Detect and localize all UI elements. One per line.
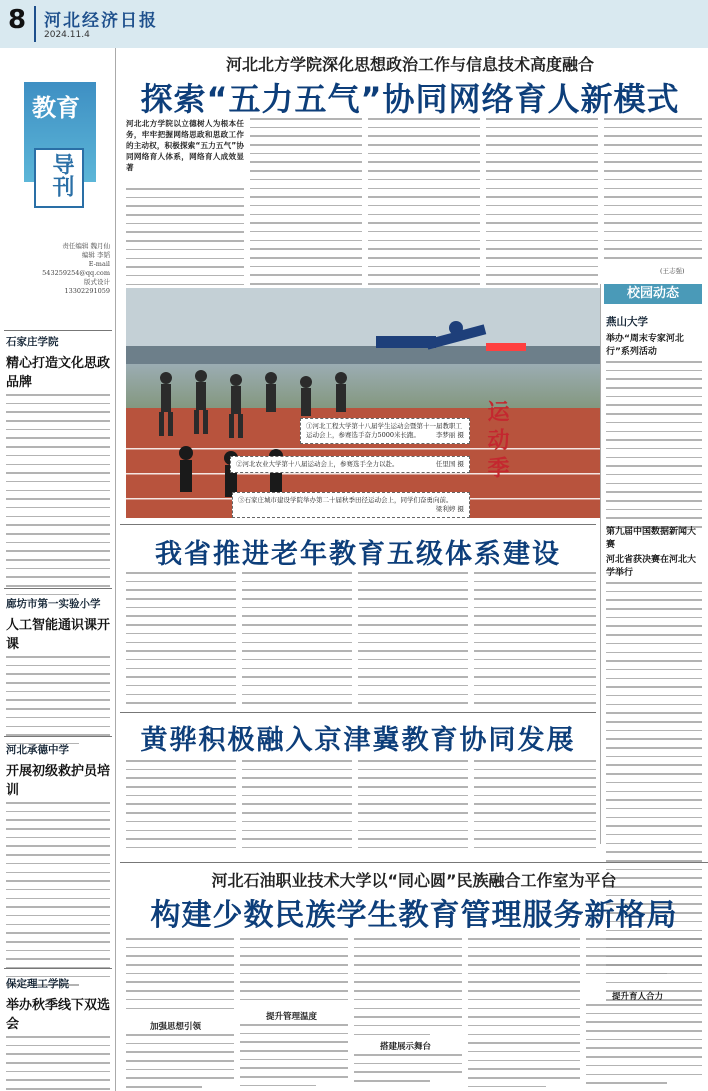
caption-text: ①河北工程大学第十八届学生运动会暨第十一届教职工运动会上，参赛选手奋力5000米长跑。 bbox=[306, 422, 462, 439]
caption-credit: 任里国 摄 bbox=[435, 460, 464, 468]
lead-intro: 河北北方学院以立德树人为根本任务，牢牢把握网络思政和思政工作的主动权，积极探索“五力五气”协同网络育人体系，网络育人成效显著 bbox=[126, 119, 244, 172]
divider bbox=[4, 588, 112, 589]
article4-body-col3b bbox=[354, 1054, 462, 1088]
page-number: 8 bbox=[8, 5, 27, 35]
divider bbox=[4, 736, 112, 737]
sidebar-item-title: 举办秋季线下双选会 bbox=[6, 998, 111, 1032]
article2-body-col1 bbox=[126, 572, 236, 704]
article4-body-col2b bbox=[240, 1024, 348, 1088]
campus-item-subtitle: 河北省获决赛在河北大学举行 bbox=[606, 555, 697, 578]
sidebar-item-title: 开展初级救护员培训 bbox=[6, 764, 111, 798]
editor-line: 责任编辑 魏月仙 bbox=[62, 242, 110, 250]
article3-body-col1 bbox=[126, 760, 236, 856]
caption-credit: 李梦丽 摄 bbox=[435, 431, 464, 439]
article3-body-col3 bbox=[358, 760, 468, 856]
sidebar-item bbox=[6, 334, 110, 614]
photo-caption-2 bbox=[230, 456, 470, 473]
lead-body-col1 bbox=[126, 188, 244, 286]
divider bbox=[120, 712, 596, 713]
photo-caption-3 bbox=[232, 492, 470, 518]
caption-text: ③石家庄城市建设学院举办第二十届秋季田径运动会上，同学们奋勇向前。 bbox=[238, 496, 453, 504]
divider bbox=[120, 862, 708, 863]
article3-headline: 黄骅积极融入京津冀教育协同发展 bbox=[140, 725, 576, 756]
runners-illustration bbox=[126, 288, 600, 518]
sidebar-item bbox=[6, 976, 110, 1091]
sidebar-item-tag: 保定理工学院 bbox=[6, 978, 69, 990]
article2-body-col2 bbox=[242, 572, 352, 704]
campus-item-title: 燕山大学 bbox=[606, 316, 648, 328]
lead-body-col2 bbox=[250, 118, 362, 286]
lead-byline: (王志强) bbox=[660, 267, 685, 275]
lead-kicker: 河北北方学院深化思想政治工作与信息技术高度融合 bbox=[225, 55, 594, 74]
lead-body-col3 bbox=[368, 118, 480, 286]
article4-subhead: 提升管理温度 bbox=[266, 1012, 318, 1022]
sports-photo-collage bbox=[126, 288, 600, 518]
photo-title: 运动季 bbox=[484, 400, 510, 484]
lead-body-col5 bbox=[604, 118, 702, 266]
masthead: 河北经济日报 bbox=[44, 11, 158, 31]
article4-body-col1b bbox=[126, 1034, 234, 1088]
article2-body-col4 bbox=[474, 572, 596, 704]
sidebar-item-tag: 廊坊市第一实验小学 bbox=[6, 598, 101, 610]
article4-subhead: 提升育人合力 bbox=[612, 992, 664, 1002]
campus-item-subtitle: 举办“周末专家河北行”系列活动 bbox=[606, 334, 684, 357]
article4-body-col5b bbox=[586, 1004, 702, 1088]
issue-date: 2024.11.4 bbox=[44, 30, 90, 40]
sidebar-item-tag: 河北承德中学 bbox=[6, 744, 69, 756]
caption-text: ②河北农业大学第十八届运动会上，参赛选手全力以赴。 bbox=[236, 460, 399, 468]
photo-caption-1 bbox=[300, 418, 470, 444]
guide-label: 导刊 bbox=[49, 153, 74, 197]
article2-headline: 我省推进老年教育五级体系建设 bbox=[155, 539, 561, 570]
section-title: 教育 bbox=[32, 94, 80, 122]
article4-body-col2 bbox=[240, 938, 348, 1008]
article4-subhead: 搭建展示舞台 bbox=[380, 1042, 432, 1052]
lead-headline: 探索“五力五气”协同网络育人新模式 bbox=[140, 80, 680, 118]
left-sidebar bbox=[0, 48, 116, 1091]
article4-body-col5 bbox=[586, 938, 702, 984]
divider bbox=[120, 524, 596, 525]
campus-news-badge: 校园动态 bbox=[604, 284, 702, 304]
editor-line: E-mail 543259254@qq.com bbox=[42, 260, 110, 277]
article3-body-col2 bbox=[242, 760, 352, 856]
guide-box bbox=[34, 148, 84, 208]
column-divider bbox=[600, 284, 601, 844]
sidebar-item bbox=[6, 596, 110, 746]
sidebar-item bbox=[6, 742, 110, 1002]
divider bbox=[4, 968, 112, 969]
editor-line: 编辑 李韬 bbox=[81, 251, 110, 259]
divider bbox=[4, 330, 112, 331]
sidebar-item-title: 精心打造文化思政品牌 bbox=[6, 356, 111, 390]
article4-headline: 构建少数民族学生教育管理服务新格局 bbox=[150, 898, 678, 933]
sidebar-item-tag: 石家庄学院 bbox=[6, 336, 59, 348]
article4-subhead: 加强思想引领 bbox=[150, 1022, 202, 1032]
header-divider bbox=[34, 6, 36, 42]
sidebar-item-title: 人工智能通识课开课 bbox=[6, 618, 111, 652]
campus-item bbox=[606, 314, 702, 531]
lead-body-col4 bbox=[486, 118, 598, 286]
editor-credits bbox=[42, 242, 110, 296]
article4-body-col4 bbox=[468, 938, 580, 1088]
article3-body-col4 bbox=[474, 760, 596, 856]
article4-kicker: 河北石油职业技术大学以“同心圆”民族融合工作室为平台 bbox=[211, 871, 617, 890]
article2-body-col3 bbox=[358, 572, 468, 704]
article4-body-col3 bbox=[354, 938, 462, 1036]
caption-credit: 梁利婷 摄 bbox=[435, 505, 464, 513]
article4-body-col1 bbox=[126, 938, 234, 1016]
editor-line: 版式设计 13302291059 bbox=[64, 278, 110, 295]
campus-item-title: 第九届中国数据新闻大赛 bbox=[606, 527, 697, 550]
